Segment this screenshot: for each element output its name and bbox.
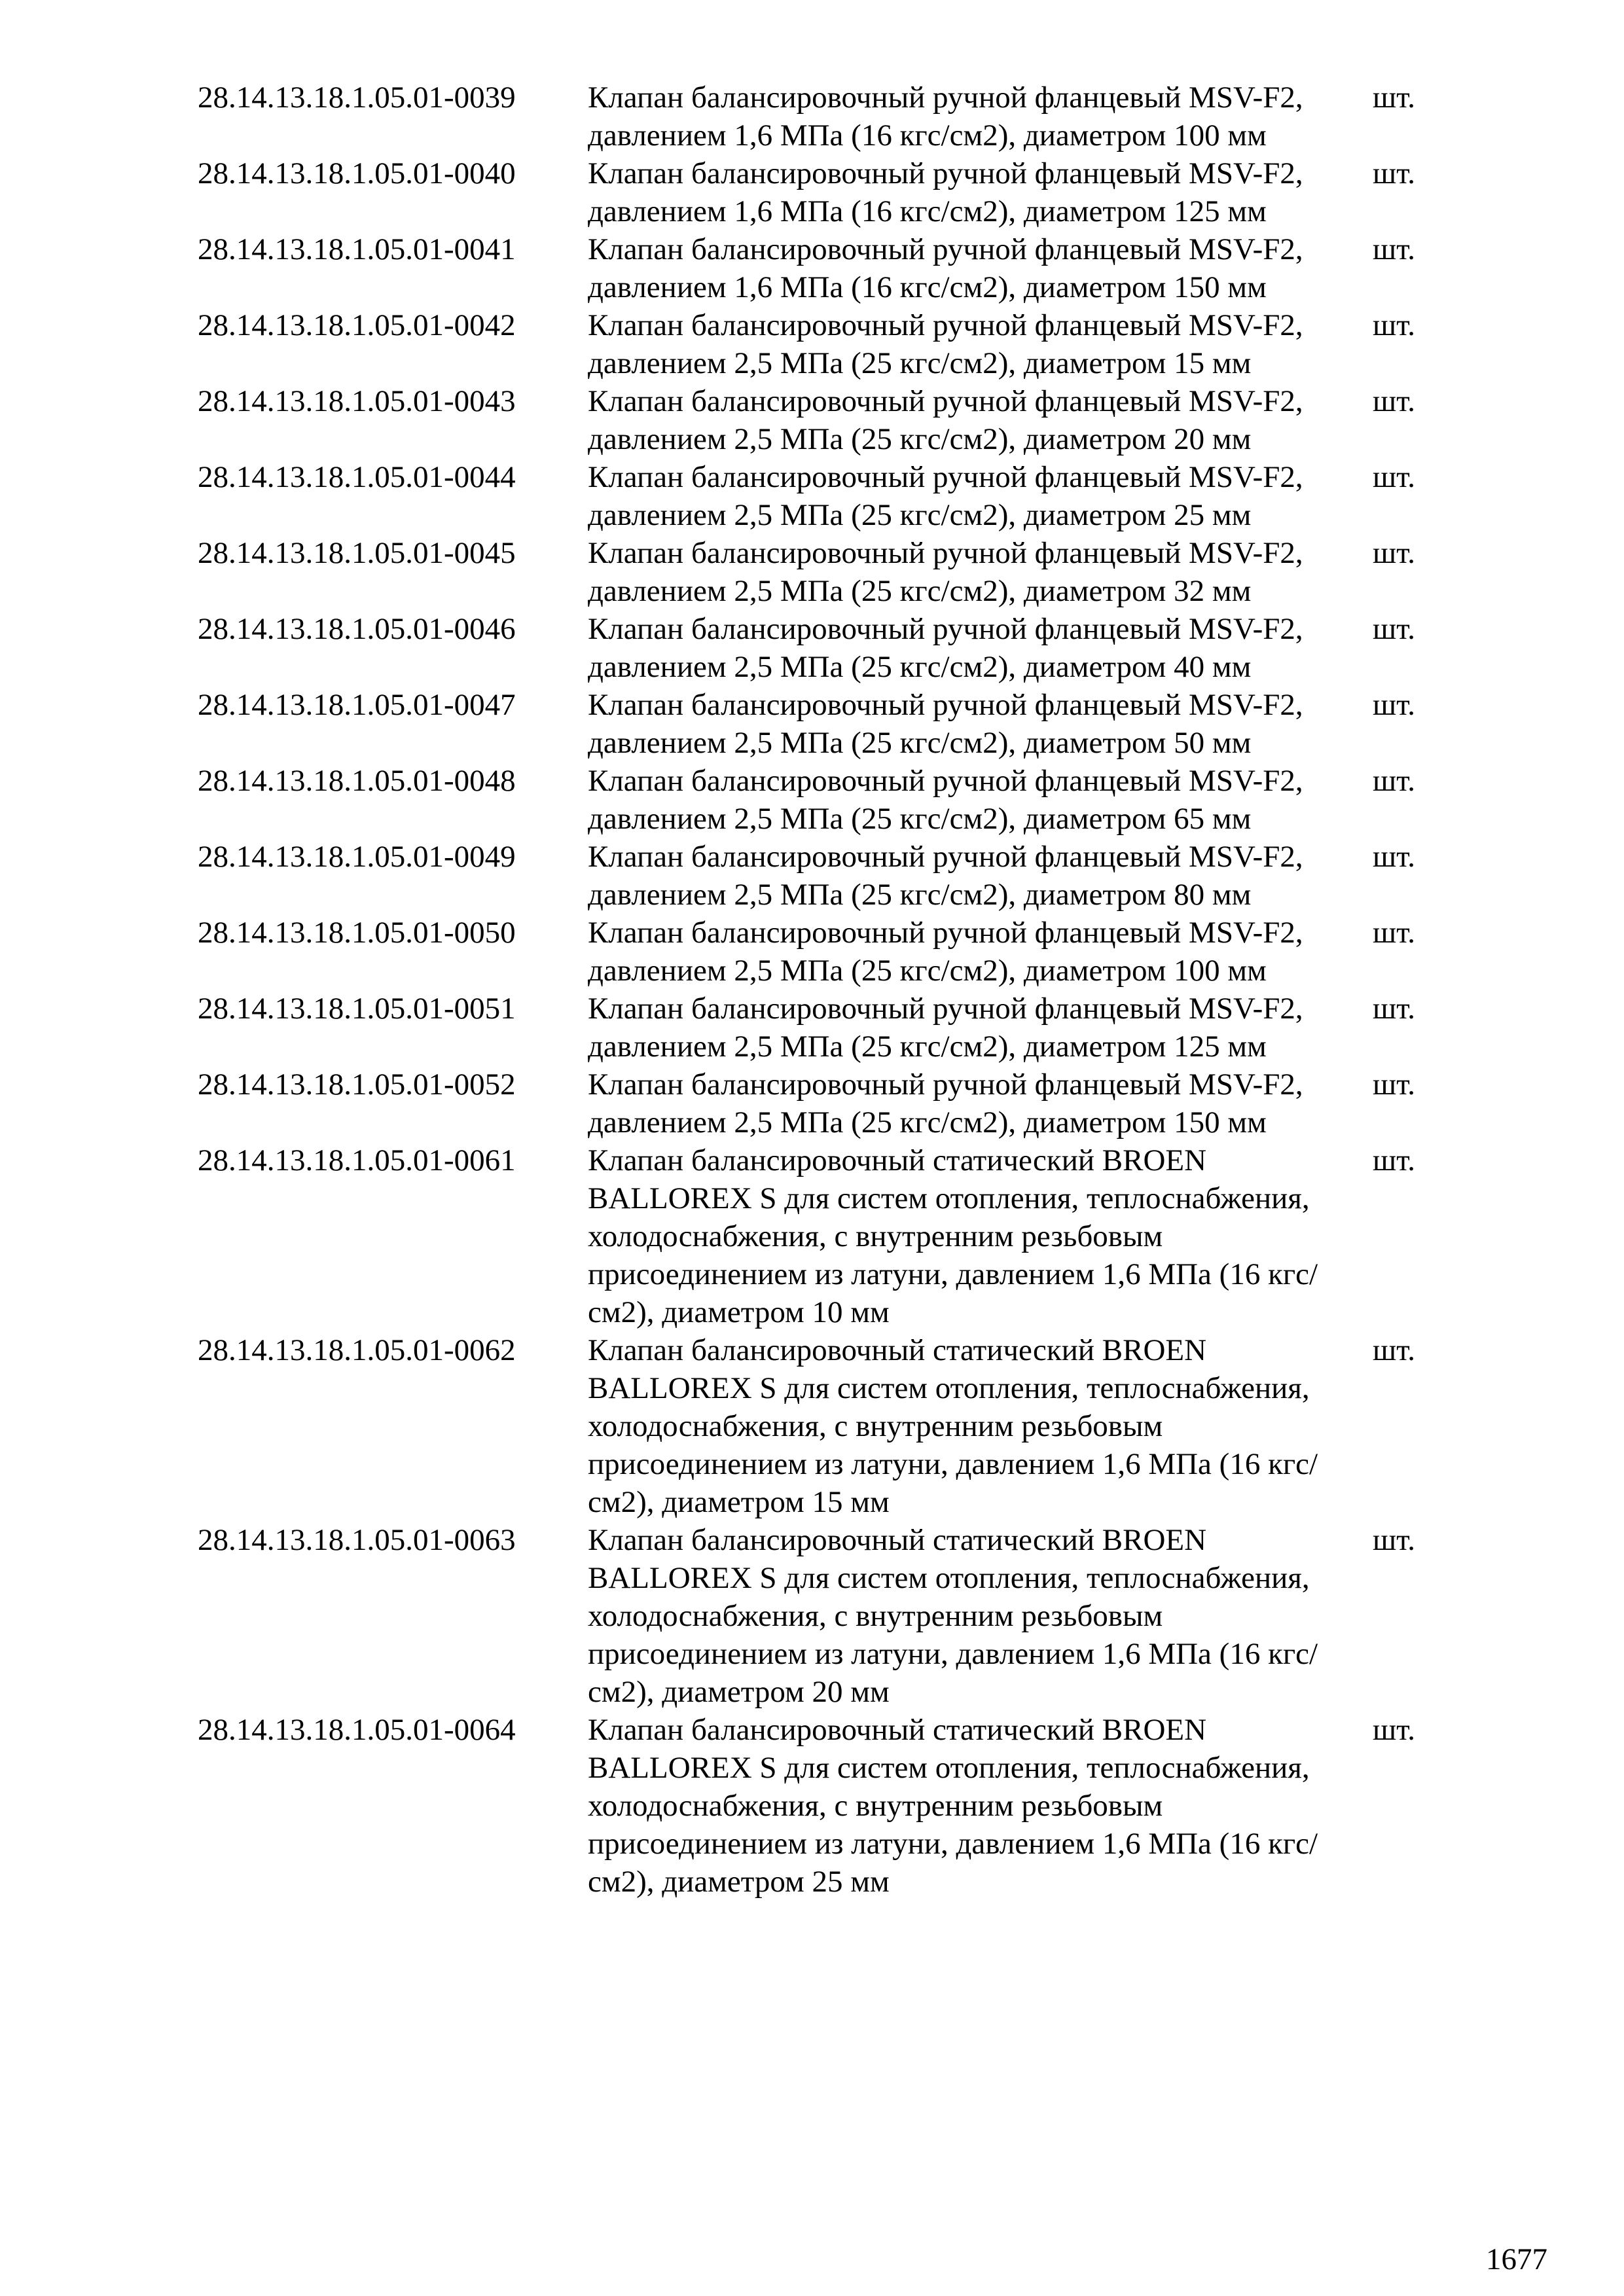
row-code: 28.14.13.18.1.05.01-0063 — [198, 1523, 516, 1557]
row-code: 28.14.13.18.1.05.01-0052 — [198, 1067, 516, 1102]
row-description: Клапан балансировочный ручной фланцевый MSV-F2, давлением 2,5 МПа (25 кгс/см2), диаметром 25 мм — [588, 460, 1303, 532]
table-row — [0, 382, 1624, 458]
row-description: Клапан балансировочный ручной фланцевый MSV-F2, давлением 2,5 МПа (25 кгс/см2), диаметром 40 мм — [588, 612, 1303, 684]
row-description: Клапан балансировочный ручной фланцевый MSV-F2, давлением 2,5 МПа (25 кгс/см2), диаметром 150 мм — [588, 1067, 1303, 1139]
table-row — [0, 1711, 1624, 1901]
row-unit: шт. — [1373, 1713, 1415, 1747]
table-row — [0, 914, 1624, 990]
row-unit: шт. — [1373, 156, 1415, 190]
row-description: Клапан балансировочный статический BROEN BALLOREX S для систем отопления, теплоснабжения, холодоснабжения, с внутренним резьбовым присоединением из латуни, давлением 1,6 МПа (16 кгс/см2), диаметром 20 мм — [588, 1523, 1318, 1709]
row-code: 28.14.13.18.1.05.01-0039 — [198, 81, 516, 115]
row-code: 28.14.13.18.1.05.01-0045 — [198, 536, 516, 570]
row-code: 28.14.13.18.1.05.01-0046 — [198, 612, 516, 646]
row-code: 28.14.13.18.1.05.01-0064 — [198, 1713, 516, 1747]
row-unit: шт. — [1373, 992, 1415, 1026]
row-description: Клапан балансировочный ручной фланцевый MSV-F2, давлением 2,5 МПа (25 кгс/см2), диаметром 125 мм — [588, 992, 1303, 1064]
row-unit: шт. — [1373, 232, 1415, 266]
row-unit: шт. — [1373, 612, 1415, 646]
row-unit: шт. — [1373, 688, 1415, 722]
row-code: 28.14.13.18.1.05.01-0041 — [198, 232, 516, 266]
table-row — [0, 990, 1624, 1066]
row-unit: шт. — [1373, 916, 1415, 950]
page-number: 1677 — [1486, 2242, 1547, 2276]
resource-table — [0, 79, 1624, 1901]
table-row — [0, 1141, 1624, 1331]
row-description: Клапан балансировочный статический BROEN BALLOREX S для систем отопления, теплоснабжения, холодоснабжения, с внутренним резьбовым присоединением из латуни, давлением 1,6 МПа (16 кгс/см2), диаметром 25 мм — [588, 1713, 1318, 1899]
table-row — [0, 610, 1624, 686]
row-description: Клапан балансировочный ручной фланцевый MSV-F2, давлением 2,5 МПа (25 кгс/см2), диаметром 100 мм — [588, 916, 1303, 988]
row-description: Клапан балансировочный ручной фланцевый MSV-F2, давлением 2,5 МПа (25 кгс/см2), диаметром 50 мм — [588, 688, 1303, 760]
row-unit: шт. — [1373, 308, 1415, 342]
table-row — [0, 458, 1624, 534]
row-unit: шт. — [1373, 460, 1415, 494]
table-row — [0, 1066, 1624, 1141]
row-description: Клапан балансировочный ручной фланцевый MSV-F2, давлением 1,6 МПа (16 кгс/см2), диаметром 150 мм — [588, 232, 1303, 304]
row-description: Клапан балансировочный ручной фланцевый MSV-F2, давлением 2,5 МПа (25 кгс/см2), диаметром 20 мм — [588, 384, 1303, 456]
table-row — [0, 154, 1624, 230]
table-row — [0, 1521, 1624, 1711]
row-description: Клапан балансировочный статический BROEN BALLOREX S для систем отопления, теплоснабжения, холодоснабжения, с внутренним резьбовым присоединением из латуни, давлением 1,6 МПа (16 кгс/см2), диаметром 15 мм — [588, 1333, 1318, 1519]
row-description: Клапан балансировочный ручной фланцевый MSV-F2, давлением 2,5 МПа (25 кгс/см2), диаметром 65 мм — [588, 764, 1303, 836]
row-description: Клапан балансировочный статический BROEN BALLOREX S для систем отопления, теплоснабжения, холодоснабжения, с внутренним резьбовым присоединением из латуни, давлением 1,6 МПа (16 кгс/см2), диаметром 10 мм — [588, 1143, 1318, 1329]
row-code: 28.14.13.18.1.05.01-0040 — [198, 156, 516, 190]
row-description: Клапан балансировочный ручной фланцевый MSV-F2, давлением 2,5 МПа (25 кгс/см2), диаметром 15 мм — [588, 308, 1303, 380]
table-row — [0, 230, 1624, 306]
table-row — [0, 686, 1624, 762]
row-code: 28.14.13.18.1.05.01-0043 — [198, 384, 516, 418]
row-description: Клапан балансировочный ручной фланцевый MSV-F2, давлением 1,6 МПа (16 кгс/см2), диаметром 100 мм — [588, 81, 1303, 152]
row-code: 28.14.13.18.1.05.01-0062 — [198, 1333, 516, 1367]
row-code: 28.14.13.18.1.05.01-0048 — [198, 764, 516, 798]
row-code: 28.14.13.18.1.05.01-0049 — [198, 840, 516, 874]
table-row — [0, 534, 1624, 610]
row-code: 28.14.13.18.1.05.01-0051 — [198, 992, 516, 1026]
row-code: 28.14.13.18.1.05.01-0050 — [198, 916, 516, 950]
table-row — [0, 838, 1624, 914]
row-code: 28.14.13.18.1.05.01-0044 — [198, 460, 516, 494]
table-row — [0, 762, 1624, 838]
row-description: Клапан балансировочный ручной фланцевый MSV-F2, давлением 1,6 МПа (16 кгс/см2), диаметром 125 мм — [588, 156, 1303, 228]
row-unit: шт. — [1373, 1067, 1415, 1102]
row-unit: шт. — [1373, 1143, 1415, 1177]
row-code: 28.14.13.18.1.05.01-0042 — [198, 308, 516, 342]
row-description: Клапан балансировочный ручной фланцевый MSV-F2, давлением 2,5 МПа (25 кгс/см2), диаметром 80 мм — [588, 840, 1303, 912]
row-unit: шт. — [1373, 536, 1415, 570]
row-unit: шт. — [1373, 81, 1415, 115]
row-unit: шт. — [1373, 840, 1415, 874]
row-unit: шт. — [1373, 384, 1415, 418]
table-row — [0, 79, 1624, 154]
table-row — [0, 306, 1624, 382]
row-code: 28.14.13.18.1.05.01-0047 — [198, 688, 516, 722]
row-unit: шт. — [1373, 1333, 1415, 1367]
table-row — [0, 1331, 1624, 1521]
row-code: 28.14.13.18.1.05.01-0061 — [198, 1143, 516, 1177]
row-description: Клапан балансировочный ручной фланцевый MSV-F2, давлением 2,5 МПа (25 кгс/см2), диаметром 32 мм — [588, 536, 1303, 608]
row-unit: шт. — [1373, 764, 1415, 798]
row-unit: шт. — [1373, 1523, 1415, 1557]
